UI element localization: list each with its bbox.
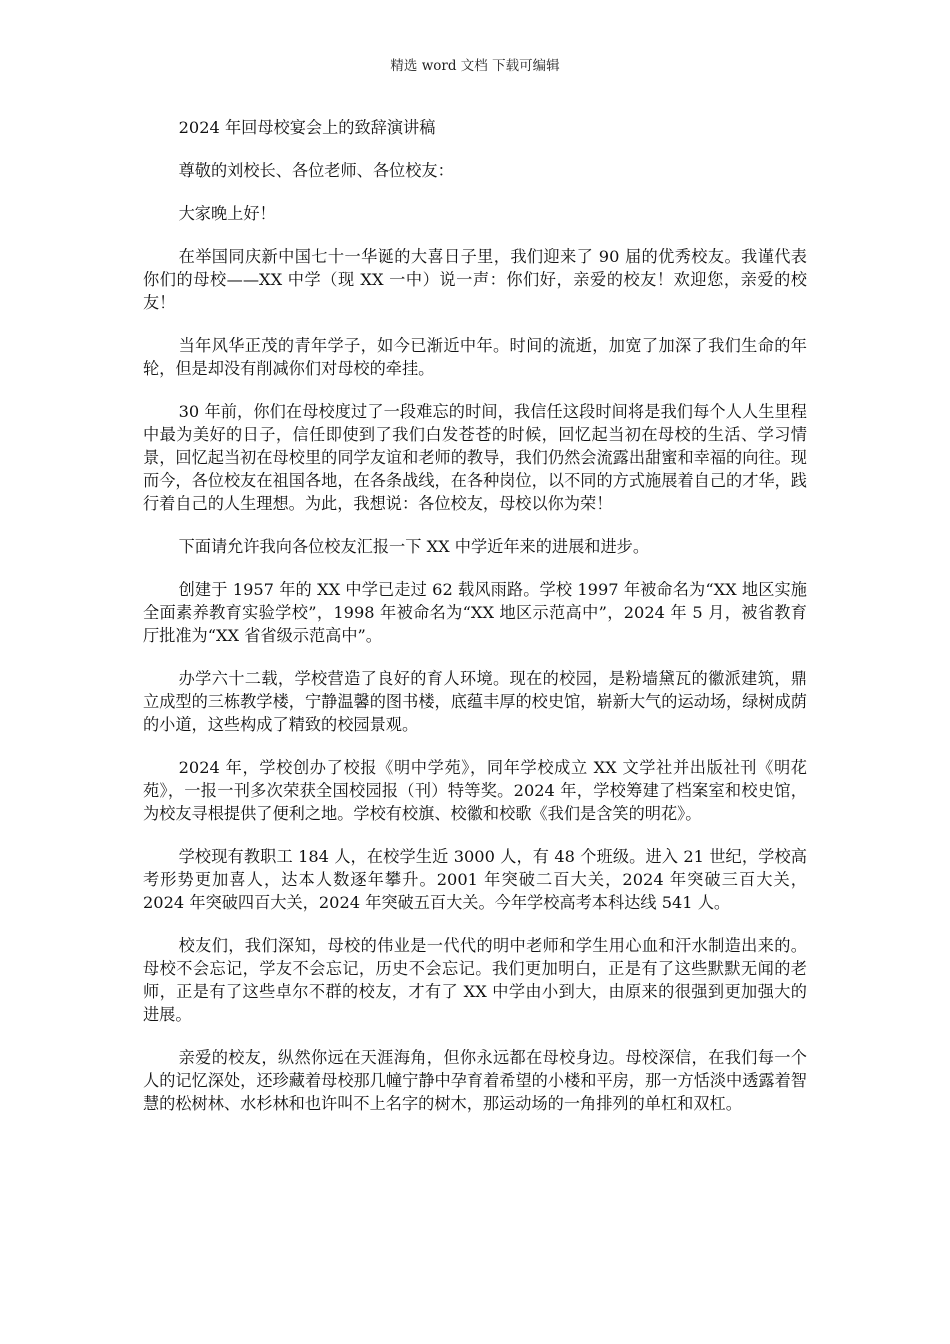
document-body [143,116,807,1135]
paragraph: 30 年前，你们在母校度过了一段难忘的时间，我信任这段时间将是我们每个人人生里程中最为美好的日子，信任即使到了我们白发苍苍的时候，回忆起当初在母校的生活、学习情景，回忆起当初在母校里的同学友谊和老师的教导，我们仍然会流露出甜蜜和幸福的向往。现而今，各位校友在祖国各地，在各条战线，在各种岗位，以不同的方式施展着自己的才华，践行着自己的人生理想。为此，我想说：各位校友，母校以你为荣！ [143,402,807,513]
paragraph: 下面请允许我向各位校友汇报一下 XX 中学近年来的进展和进步。 [178,537,650,556]
salutation: 尊敬的刘校长、各位老师、各位校友： [178,161,454,180]
paragraph: 在举国同庆新中国七十一华诞的大喜日子里，我们迎来了 90 届的优秀校友。我谨代表你们的母校——XX 中学（现 XX 一中）说一声：你们好，亲爱的校友！欢迎您，亲爱的校友！ [143,247,807,312]
document-title: 2024 年回母校宴会上的致辞演讲稿 [178,118,436,137]
page-header: 精选 word 文档 下载可编辑 [390,58,560,74]
paragraph: 2024 年，学校创办了校报《明中学苑》，同年学校成立 XX 文学社并出版社刊《明花苑》，一报一刊多次荣获全国校园报（刊）特等奖。2024 年，学校筹建了档案室和校史馆，为校友寻根提供了便利之地。学校有校旗、校徽和校歌《我们是含笑的明花》。 [143,758,807,823]
paragraph: 学校现有教职工 184 人，在校学生近 3000 人，有 48 个班级。进入 21 世纪，学校高考形势更加喜人，达本人数逐年攀升。2001 年突破二百大关，2024 年突破三百大关，2024 年突破四百大关，2024 年突破五百大关。今年学校高考本科达线 541 人。 [143,847,807,912]
paragraph: 亲爱的校友，纵然你远在天涯海角，但你永远都在母校身边。母校深信，在我们每一个人的记忆深处，还珍藏着母校那几幢宁静中孕育着希望的小楼和平房，那一方恬淡中透露着智慧的松树林、水杉林和也许叫不上名字的树木，那运动场的一角排列的单杠和双杠。 [143,1048,807,1113]
greeting: 大家晚上好！ [178,204,276,223]
paragraph: 创建于 1957 年的 XX 中学已走过 62 载风雨路。学校 1997 年被命名为“XX 地区实施全面素养教育实验学校”，1998 年被命名为“XX 地区示范高中”，2024 年 5 月，被省教育厅批准为“XX 省省级示范高中”。 [143,580,807,645]
paragraph: 校友们，我们深知，母校的伟业是一代代的明中老师和学生用心血和汗水制造出来的。母校不会忘记，学友不会忘记，历史不会忘记。我们更加明白，正是有了这些默默无闻的老师，正是有了这些卓尔不群的校友，才有了 XX 中学由小到大，由原来的很强到更加强大的进展。 [143,936,807,1024]
paragraph: 当年风华正茂的青年学子，如今已渐近中年。时间的流逝，加宽了加深了我们生命的年轮，但是却没有削减你们对母校的牵挂。 [143,336,807,378]
paragraph: 办学六十二载，学校营造了良好的育人环境。现在的校园，是粉墙黛瓦的徽派建筑，鼎立成型的三栋教学楼，宁静温馨的图书楼，底蕴丰厚的校史馆，崭新大气的运动场，绿树成荫的小道，这些构成了精致的校园景观。 [143,669,807,734]
